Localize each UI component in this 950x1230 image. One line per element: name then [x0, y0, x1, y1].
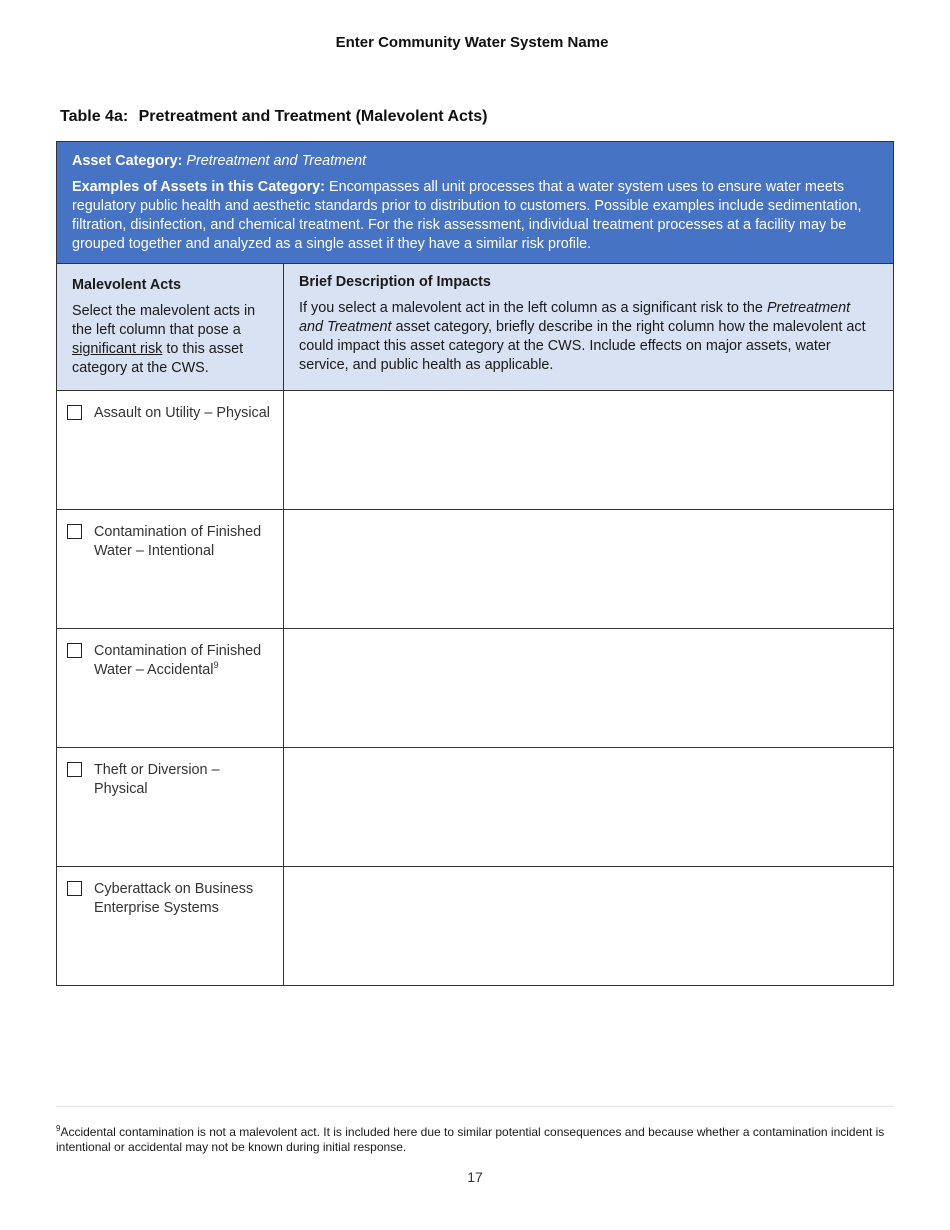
impact-description-field[interactable] — [284, 391, 893, 509]
significant-risk-text: significant risk — [72, 341, 163, 357]
table-row — [57, 391, 893, 510]
act-checkbox-theft-physical[interactable] — [67, 762, 82, 777]
examples-label: Examples of Assets in this Category: — [72, 179, 325, 195]
column-headers-row — [57, 264, 893, 391]
impacts-instructions: If you select a malevolent act in the left column as a significant risk to the Pretreatment and Treatment asset category, briefly describe in the right column how the malevolent act could impact this asset category at the CWS. Include effects on major assets, water service, and public health as applicable. — [299, 300, 866, 373]
impacts-header — [284, 264, 893, 390]
asset-category-header — [57, 142, 893, 264]
act-cell — [57, 748, 284, 866]
act-label: Cyberattack on Business Enterprise Systems — [94, 881, 254, 916]
act-cell — [57, 510, 284, 628]
asset-category-label: Asset Category: — [72, 153, 183, 169]
malevolent-acts-title: Malevolent Acts — [72, 277, 182, 293]
examples-paragraph — [72, 178, 878, 254]
impact-description-input[interactable] — [284, 629, 893, 747]
malevolent-acts-header — [57, 264, 284, 390]
act-checkbox-assault-physical[interactable] — [67, 405, 82, 420]
footnote-reference[interactable]: 9 — [213, 660, 219, 671]
malevolent-acts-table — [56, 141, 894, 986]
malevolent-acts-instructions: Select the malevolent acts in the left column that pose a significant risk to this asset category at the CWS. — [72, 303, 256, 376]
act-checkbox-contamination-intentional[interactable] — [67, 524, 82, 539]
page-number: 17 — [467, 1169, 483, 1185]
table-row — [57, 748, 893, 867]
table-row — [57, 867, 893, 985]
act-label: Theft or Diversion – Physical — [94, 762, 220, 797]
footnote-divider — [56, 1106, 894, 1107]
footnote-text: Accidental contamination is not a malevolent act. It is included here due to similar potential consequences and because whether a contamination incident is intentional or accidental may not be known during initial response. — [56, 1125, 885, 1154]
footnote — [56, 1125, 894, 1155]
table-title-text: Pretreatment and Treatment (Malevolent Acts) — [138, 108, 488, 125]
table-title — [60, 108, 487, 126]
table-number: Table 4a: — [60, 108, 129, 125]
impact-description-input[interactable] — [284, 391, 893, 509]
act-cell — [57, 391, 284, 509]
examples-text: Encompasses all unit processes that a water system uses to ensure water meets regulatory public health and aesthetic standards prior to distribution to customers. Possible examples include sedimentation, filtration, disinfection, and chemical treatment. For the risk assessment, individual treatment processes at a facility may be grouped together and analyzed as a single asset if they have a similar risk profile. — [72, 179, 862, 252]
asset-category-line — [72, 152, 878, 171]
community-water-system-name[interactable]: Enter Community Water System Name — [335, 34, 609, 51]
act-label: Contamination of Finished Water – Intentional — [94, 524, 262, 559]
act-checkbox-cyberattack-business[interactable] — [67, 881, 82, 896]
table-row — [57, 629, 893, 748]
impact-description-input[interactable] — [284, 748, 893, 866]
impact-description-field[interactable] — [284, 748, 893, 866]
asset-category-value: Pretreatment and Treatment — [186, 153, 367, 169]
act-cell — [57, 629, 284, 747]
footnote-marker: 9 — [56, 1124, 61, 1133]
table-row — [57, 510, 893, 629]
impact-description-field[interactable] — [284, 629, 893, 747]
act-checkbox-contamination-accidental[interactable] — [67, 643, 82, 658]
act-label: Assault on Utility – Physical — [94, 405, 270, 421]
impact-description-field[interactable] — [284, 510, 893, 628]
impact-description-field[interactable] — [284, 867, 893, 985]
impact-description-input[interactable] — [284, 510, 893, 628]
act-cell — [57, 867, 284, 985]
act-label: Contamination of Finished Water – Accidental$^9$ — [94, 643, 262, 678]
impacts-title: Brief Description of Impacts — [299, 274, 491, 290]
impact-description-input[interactable] — [284, 867, 893, 985]
